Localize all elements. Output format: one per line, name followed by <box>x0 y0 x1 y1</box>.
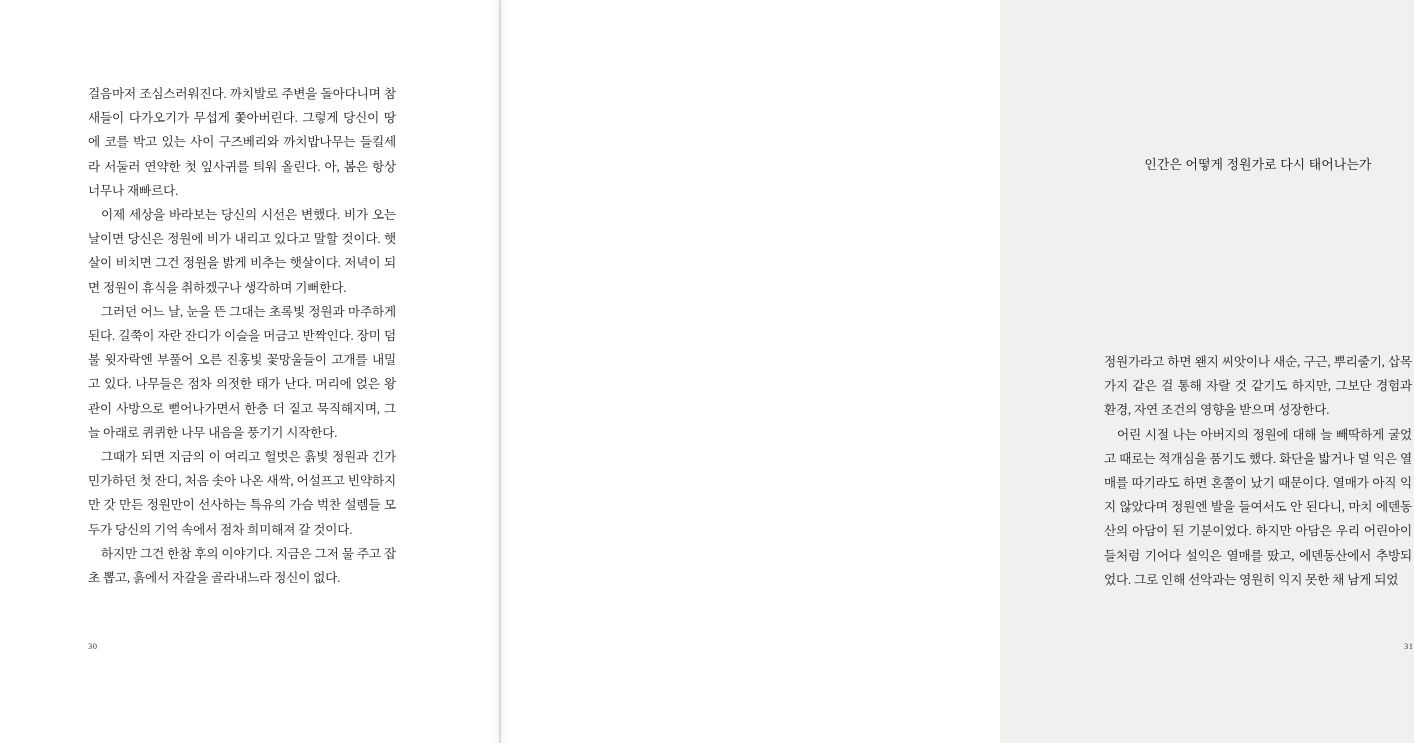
right-page-text <box>1104 350 1412 592</box>
paragraph: 하지만 그건 한참 후의 이야기다. 지금은 그저 물 주고 잡초 뽑고, 흙에서 자갈을 골라내느라 정신이 없다. <box>88 546 396 586</box>
paragraph: 걸음마저 조심스러워진다. 까치발로 주변을 돌아다니며 참새들이 다가오기가 무섭게 쫓아버린다. 그렇게 당신이 땅에 코를 박고 있는 사이 구즈베리와 까치밥나무는 들킬세라 서둘러 연약한 첫 잎사귀를 틔워 올린다. 아, 봄은 항상 너무나 재빠르다. <box>88 87 396 198</box>
book-gutter <box>499 0 501 743</box>
paragraph: 그때가 되면 지금의 이 여리고 헐벗은 흙빛 정원과 긴가민가하던 첫 잔디, 처음 솟아 나온 새싹, 어설프고 빈약하지만 갓 만든 정원만이 선사하는 특유의 가슴 벅찬 설렘들 모두가 당신의 기억 속에서 점차 희미해져 갈 것이다. <box>88 450 396 537</box>
page-left <box>0 0 500 743</box>
paragraph: 이제 세상을 바라보는 당신의 시선은 변했다. 비가 오는 날이면 당신은 정원에 비가 내리고 있다고 말할 것이다. 햇살이 비치면 그건 정원을 밝게 비추는 햇살이다. 저녁이 되면 정원이 휴식을 취하겠구나 생각하며 기뻐한다. <box>88 208 396 295</box>
paragraph: 어린 시절 나는 아버지의 정원에 대해 늘 빼딱하게 굴었고 때로는 적개심을 품기도 했다. 화단을 밟거나 덜 익은 열매를 따기라도 하면 혼쭐이 났기 때문이다. 열매가 아직 익지 않았다며 정원엔 발을 들여서도 안 된다니, 마치 에덴동산의 아담이 된 기분이었다. 하지만 아담은 우리 어린아이들처럼 기어다 설익은 열매를 땄고, 에덴동산에서 추방되었다. 그로 인해 선악과는 영원히 익지 못한 채 남게 되었 <box>1104 427 1412 587</box>
chapter-heading: 인간은 어떻게 정원가로 다시 태어나는가 <box>1144 158 1372 172</box>
paragraph: 그러던 어느 날, 눈을 뜬 그대는 초록빛 정원과 마주하게 된다. 길쭉이 자란 잔디가 이슬을 머금고 반짝인다. 장미 덤불 윗자락엔 부풀어 오른 진홍빛 꽃망울들이 고개를 내밀고 있다. 나무들은 점차 의젓한 태가 난다. 머리에 얹은 왕관이 사방으로 뻗어나가면서 한층 더 짙고 묵직해지며, 그늘 아래로 퀴퀴한 나무 내음을 풍기기 시작한다. <box>88 304 396 440</box>
paragraph: 정원가라고 하면 왠지 씨앗이나 새순, 구근, 뿌리줄기, 삽목 가지 같은 걸 통해 자랄 것 같기도 하지만, 그보단 경험과 환경, 자연 조건의 영향을 받으며 성장한다. <box>1104 355 1412 418</box>
page-right <box>500 0 1414 743</box>
page-number-right: 31 <box>1404 641 1414 651</box>
left-page-text <box>88 82 396 590</box>
page-number-left: 30 <box>88 641 98 651</box>
